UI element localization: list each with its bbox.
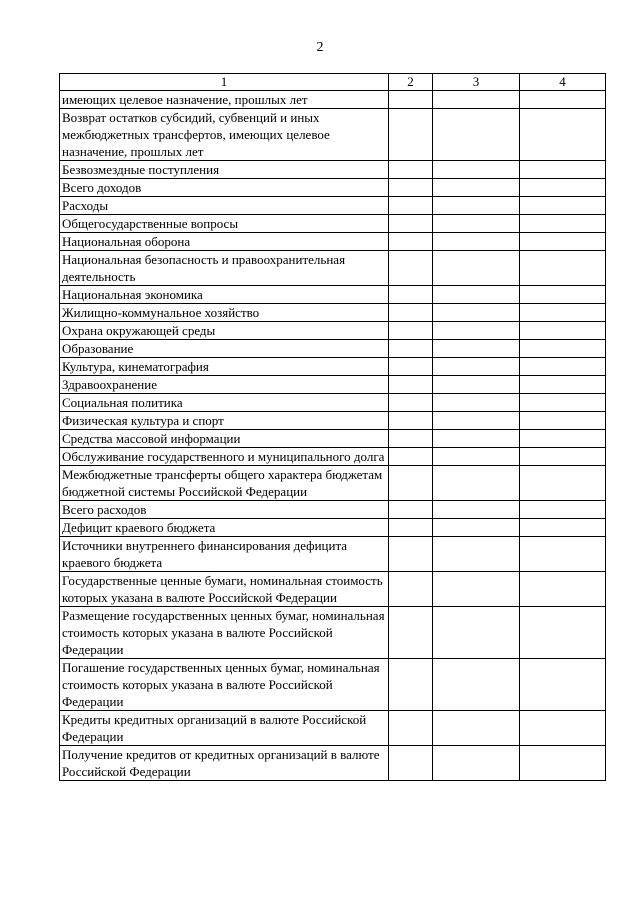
- table-row: [60, 659, 606, 711]
- row-label: Физическая культура и спорт: [60, 412, 389, 430]
- value-cell-col-2: [389, 179, 433, 197]
- value-cell-col-4: [520, 179, 606, 197]
- value-cell-col-4: [520, 659, 606, 711]
- value-cell-col-4: [520, 161, 606, 179]
- page-number: 2: [316, 40, 324, 55]
- table-row: [60, 304, 606, 322]
- column-header-4: 4: [520, 74, 606, 91]
- value-cell-col-4: [520, 304, 606, 322]
- value-cell-col-4: [520, 394, 606, 412]
- value-cell-col-3: [433, 358, 520, 376]
- value-cell-col-2: [389, 448, 433, 466]
- value-cell-col-2: [389, 109, 433, 161]
- table-row: [60, 746, 606, 781]
- table-row: [60, 412, 606, 430]
- value-cell-col-2: [389, 519, 433, 537]
- value-cell-col-3: [433, 304, 520, 322]
- value-cell-col-3: [433, 519, 520, 537]
- table-row: [60, 466, 606, 501]
- value-cell-col-2: [389, 537, 433, 572]
- value-cell-col-4: [520, 91, 606, 109]
- row-label: Социальная политика: [60, 394, 389, 412]
- row-label: Жилищно-коммунальное хозяйство: [60, 304, 389, 322]
- row-label: Национальная экономика: [60, 286, 389, 304]
- row-label: Дефицит краевого бюджета: [60, 519, 389, 537]
- value-cell-col-4: [520, 466, 606, 501]
- table-row: [60, 215, 606, 233]
- table-row: [60, 179, 606, 197]
- table-row: [60, 501, 606, 519]
- row-label: Безвозмездные поступления: [60, 161, 389, 179]
- table-row: [60, 572, 606, 607]
- value-cell-col-3: [433, 537, 520, 572]
- value-cell-col-4: [520, 322, 606, 340]
- column-header-1: 1: [60, 74, 389, 91]
- value-cell-col-2: [389, 286, 433, 304]
- table-row: [60, 286, 606, 304]
- row-label: Расходы: [60, 197, 389, 215]
- value-cell-col-2: [389, 607, 433, 659]
- value-cell-col-2: [389, 322, 433, 340]
- value-cell-col-2: [389, 161, 433, 179]
- value-cell-col-3: [433, 91, 520, 109]
- value-cell-col-3: [433, 197, 520, 215]
- value-cell-col-2: [389, 394, 433, 412]
- value-cell-col-4: [520, 251, 606, 286]
- table-row: [60, 394, 606, 412]
- row-label: Размещение государственных ценных бумаг, номинальная стоимость которых указана в валюте Российской Федерации: [60, 607, 389, 659]
- row-label: Всего расходов: [60, 501, 389, 519]
- value-cell-col-2: [389, 501, 433, 519]
- table-row: [60, 607, 606, 659]
- table-row: [60, 537, 606, 572]
- row-label: Общегосударственные вопросы: [60, 215, 389, 233]
- table-row: [60, 519, 606, 537]
- value-cell-col-3: [433, 430, 520, 448]
- value-cell-col-4: [520, 448, 606, 466]
- table-row: [60, 358, 606, 376]
- row-label: Государственные ценные бумаги, номинальная стоимость которых указана в валюте Российской Федерации: [60, 572, 389, 607]
- value-cell-col-3: [433, 501, 520, 519]
- value-cell-col-2: [389, 659, 433, 711]
- table-row: [60, 448, 606, 466]
- header-row: [60, 74, 606, 91]
- table-row: [60, 340, 606, 358]
- value-cell-col-3: [433, 376, 520, 394]
- value-cell-col-3: [433, 394, 520, 412]
- value-cell-col-4: [520, 607, 606, 659]
- column-header-2: 2: [389, 74, 433, 91]
- row-label: Возврат остатков субсидий, субвенций и иных межбюджетных трансфертов, имеющих целевое назначение, прошлых лет: [60, 109, 389, 161]
- value-cell-col-3: [433, 179, 520, 197]
- value-cell-col-2: [389, 251, 433, 286]
- table-row: [60, 197, 606, 215]
- row-label: Погашение государственных ценных бумаг, номинальная стоимость которых указана в валюте Российской Федерации: [60, 659, 389, 711]
- column-header-3: 3: [433, 74, 520, 91]
- table-row: [60, 161, 606, 179]
- row-label: Получение кредитов от кредитных организаций в валюте Российской Федерации: [60, 746, 389, 781]
- table-row: [60, 233, 606, 251]
- row-label: Источники внутреннего финансирования дефицита краевого бюджета: [60, 537, 389, 572]
- value-cell-col-2: [389, 746, 433, 781]
- value-cell-col-4: [520, 233, 606, 251]
- value-cell-col-4: [520, 430, 606, 448]
- row-label: Национальная оборона: [60, 233, 389, 251]
- value-cell-col-3: [433, 466, 520, 501]
- value-cell-col-3: [433, 607, 520, 659]
- value-cell-col-3: [433, 572, 520, 607]
- table-row: [60, 322, 606, 340]
- value-cell-col-2: [389, 430, 433, 448]
- value-cell-col-4: [520, 340, 606, 358]
- row-label: Межбюджетные трансферты общего характера бюджетам бюджетной системы Российской Федерации: [60, 466, 389, 501]
- table-row: [60, 109, 606, 161]
- value-cell-col-3: [433, 215, 520, 233]
- row-label: Всего доходов: [60, 179, 389, 197]
- value-cell-col-3: [433, 161, 520, 179]
- report-table: [59, 73, 606, 781]
- row-label: Кредиты кредитных организаций в валюте Российской Федерации: [60, 711, 389, 746]
- table-row: [60, 91, 606, 109]
- row-label: Средства массовой информации: [60, 430, 389, 448]
- value-cell-col-3: [433, 711, 520, 746]
- value-cell-col-2: [389, 91, 433, 109]
- value-cell-col-4: [520, 215, 606, 233]
- table-row: [60, 251, 606, 286]
- value-cell-col-3: [433, 286, 520, 304]
- row-label: Образование: [60, 340, 389, 358]
- value-cell-col-3: [433, 659, 520, 711]
- value-cell-col-2: [389, 466, 433, 501]
- value-cell-col-4: [520, 519, 606, 537]
- value-cell-col-3: [433, 322, 520, 340]
- value-cell-col-4: [520, 711, 606, 746]
- value-cell-col-4: [520, 537, 606, 572]
- value-cell-col-4: [520, 286, 606, 304]
- row-label: Здравоохранение: [60, 376, 389, 394]
- value-cell-col-2: [389, 215, 433, 233]
- value-cell-col-4: [520, 572, 606, 607]
- value-cell-col-3: [433, 109, 520, 161]
- value-cell-col-3: [433, 233, 520, 251]
- row-label: Охрана окружающей среды: [60, 322, 389, 340]
- value-cell-col-2: [389, 358, 433, 376]
- row-label: Национальная безопасность и правоохранительная деятельность: [60, 251, 389, 286]
- value-cell-col-4: [520, 501, 606, 519]
- value-cell-col-2: [389, 304, 433, 322]
- value-cell-col-3: [433, 412, 520, 430]
- value-cell-col-4: [520, 358, 606, 376]
- row-label: Обслуживание государственного и муниципального долга: [60, 448, 389, 466]
- value-cell-col-2: [389, 340, 433, 358]
- value-cell-col-3: [433, 251, 520, 286]
- value-cell-col-4: [520, 376, 606, 394]
- value-cell-col-3: [433, 340, 520, 358]
- value-cell-col-2: [389, 376, 433, 394]
- value-cell-col-4: [520, 109, 606, 161]
- table-row: [60, 711, 606, 746]
- value-cell-col-2: [389, 412, 433, 430]
- value-cell-col-2: [389, 197, 433, 215]
- row-label: имеющих целевое назначение, прошлых лет: [60, 91, 389, 109]
- value-cell-col-2: [389, 572, 433, 607]
- table-row: [60, 376, 606, 394]
- row-label: Культура, кинематография: [60, 358, 389, 376]
- table-body: [60, 91, 606, 781]
- value-cell-col-3: [433, 746, 520, 781]
- value-cell-col-4: [520, 197, 606, 215]
- value-cell-col-4: [520, 412, 606, 430]
- table-row: [60, 430, 606, 448]
- value-cell-col-2: [389, 711, 433, 746]
- value-cell-col-4: [520, 746, 606, 781]
- value-cell-col-2: [389, 233, 433, 251]
- value-cell-col-3: [433, 448, 520, 466]
